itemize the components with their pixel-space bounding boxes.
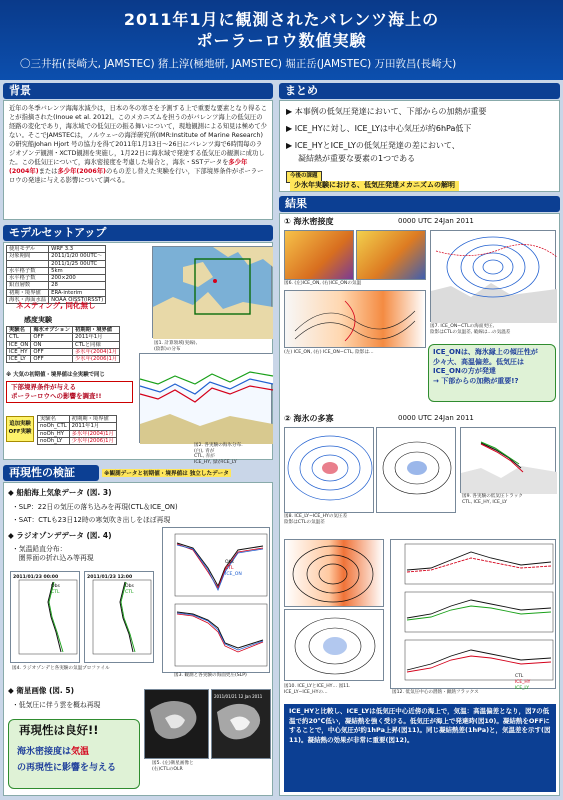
results-heading: 結果 [279,196,560,212]
results-bottom-box: ICE_HYと比較し、ICE_LYは低気圧中心近傍の海上で，気温：高温偏差となり，図7の低温で約20℃低い，凝結熱を強く受ける。低気圧が海上で発達時(図10)。凝結熱をOFFにすることで，中心気圧が約1hPa上昇(図11)。同じ凝結熱差(1hPa)と，気温差を示す(図11)。凝結熱の効果が非常に重要(図12)。 [284,704,556,792]
figure-11-map [284,609,384,681]
figure-3-caption: 図3. 観測と各実験の海面更圧(SLP) [174,673,247,678]
sonde-profile-1-svg [11,572,81,664]
figure-6-right [356,230,426,280]
flux-legend-hy: ICE_HY [515,680,531,685]
model-spec-table [6,245,106,304]
figure-6b-caption: (左) ICE_ON, (右) ICE_ON−CTL, 陰影は… [284,350,374,355]
figure-9-caption: 図9. 各実験の低気圧トラック CTL, ICE_HY, ICE_LY [462,494,523,505]
results-sec2: ② 海氷の多寡 [284,414,334,423]
flux-svg [391,540,557,690]
exp-cell: OFF [31,348,73,355]
background-heading: 背景 [3,83,273,99]
background-red2: 多少年(2006年) [57,168,106,175]
exp-cell: ON [31,341,73,348]
exp-cell: 多氷年(2004)1月 [73,348,120,355]
figure-5-caption: 図5. (左)衛星画像と (右)CTLのOLR [152,761,194,772]
exp-cell: ICE_HY [7,348,31,355]
spec-cell: NOAA OISST(IRSST) [49,297,106,304]
fig5-date: 2011/01/21 12 Jan 2011 [214,694,263,699]
spec-row [7,253,106,260]
poster-title-line1: 2011年1月に観測されたバレンツ海上の [123,10,440,29]
extra-experiments-label: 追加実験 OFF実験 [6,416,34,442]
background-text: 近年の冬季バレンツ海海氷減少は，日本の冬の寒さを予測する上で重要な要素となり得ることが指摘された(Inoue et al. 2012)。このメカニズムを担うのがバレンツ海上の低気圧の経路の変化であり，海氷域での低気圧の振る舞いについて，現地観測による知見は極めて少ない。そこでJAMSTECは，ノルウェーの海洋研究所(IMR:Institute of Marine Research)の研究船Johan Hjort 号の協力を得て2011年1月13日〜26日にバレンツ海で6時間毎のラジオゾンデ観測・XCTD観測を実施し，1月22日に海氷域で発達する低気圧の観測に成功した。この低気圧について，海氷密接度を考慮した場合と，海氷・SSTデータを [9,105,268,166]
sonde-profile-2-svg [85,572,155,664]
spec-cell: 28 [49,282,106,289]
poster-header [0,0,563,80]
exp-header-cell: 初期期・境界値 [73,327,120,334]
figure-7-caption: 図7. ICE_ON−CTLの海面更圧, 陰影はCTLの気温差, 破線は…の気温差 [430,324,511,335]
spec-cell: 鉛直層数 [7,282,49,289]
future-label: 今後の課題 [286,171,322,183]
spec-cell: 5km [49,267,106,274]
model-setup-heading: モデルセットアップ [3,225,273,241]
good-sub1: 海氷密接度は [17,747,72,757]
figure-11-caption: 図11. ICE_LY−ICE_HYの… [284,684,351,695]
summary-point-1-text: 本事例の低気圧発達において、下部からの加熱が重要 [294,107,487,116]
satellite-heading: ◆ 衛星画像 (図. 5) [8,686,75,695]
ship-timeseries-svg [163,528,271,674]
ice-on-summary-box: ICE_ONは、海氷縁上の傾圧性が少々大、高温偏差。低気圧はICE_ONの方が発達 → 下部からの加熱が重要!? [428,344,556,402]
figure-10-map [284,539,384,607]
summary-point-4: 凝結熱が重要な要素の1つである [298,154,416,163]
figure-5-satellite [144,689,209,759]
figure-6-caption: 図6. (左)ICE_ON, (右)ICE_ONの気温 [284,281,362,286]
figure-2-caption: 図2. 各実験の海氷分布. (白), 青が CTL, 赤が ICE_HY, 緑がICE_LY [194,443,243,465]
figure-8-right [376,427,456,513]
summary-panel [279,100,560,192]
good-sub2: の再現性に影響を与える [17,763,117,773]
figure-7-slp-map [430,230,556,322]
figure-4-caption: 図4. ラジオゾンデと各実験の気温プロファイル [12,666,110,671]
figure-1-caption: 図1. 計算領域(実線), (陰影)の分布 [154,341,198,352]
fig8-left-svg [285,428,375,514]
figure-5-olr [211,689,271,759]
good-sub-red: 気温 [71,747,90,757]
repro-note: ※観測データと初期値・境界値は 独立したデータ [104,471,229,477]
results-panel [279,213,560,796]
exp-cell: OFF [31,334,73,341]
sonde-legend-obs-2: Obs [125,584,134,589]
background-mid: または [38,168,58,175]
exp-header-cell: 実験名 [7,327,31,334]
exp-cell: CTLと同様 [73,341,120,348]
exp-cell: OFF [31,356,73,363]
figure-1-domain-map [152,246,272,338]
figure-12-flux [390,539,556,689]
exp-header-cell: 海氷オプション [31,327,73,334]
figure-8-left [284,427,374,513]
good-title: 再現性は良好!! [19,723,99,737]
authors: 〇三井拓(長崎大, JAMSTEC) 猪上淳(極地研, JAMSTEC) 堀正岳(JAMSTEC) 万田敦昌(長崎大) [20,58,457,70]
question-box: 下部境界条件が与える ポーラーロウへの影響を調査!! [6,381,133,403]
figure-10-11-caption [284,684,384,700]
exp-cell: ICE_LY [7,356,31,363]
spec-row [7,289,106,296]
exp-cell: CTL [7,334,31,341]
figure-6-anomaly [284,290,426,348]
spec-row [7,282,106,289]
summary-point-2: ▶ ICE_HYに対し、ICE_LYは中心気圧が約6hPa低下 [286,124,472,133]
repro-panel [3,482,273,796]
results-time1: 0000 UTC 24Jan 2011 [398,217,474,225]
background-red1: 多少年(2004年) [9,159,248,175]
flux-legend-ctl: CTL [515,674,524,679]
tracks-svg [461,428,557,494]
summary-point-3-text: ICE_HYとICE_LYの低気圧発達の差において、 [294,141,460,150]
spec-cell: WRF 3.3 [49,246,106,253]
exp-row [7,341,120,348]
summary-point-1: ▶ 本事例の低気圧発達において、下部からの加熱が重要 [286,107,487,116]
nesting-note: ネスティング, 同化無し [16,301,96,310]
future-text: 少氷年実験における、低気圧発達メカニズムの解明 [290,181,459,191]
sonde-legend-ctl-1: CTL [51,590,60,595]
ts-legend-ctl: CTL [225,566,234,571]
exp-row [7,348,120,355]
sonde-legend-obs-1: Obs [51,584,60,589]
repro-heading: 再現性の検証 [3,465,99,481]
sonde-profile-1 [10,571,80,663]
extra-experiments-table: 実験名 初期期・境界値 noOh_CTL 2011年1月 noOh_HY 多氷年(2004)1月 noOh_LY 少氷年(2006)1月 [37,415,117,445]
spec-cell: ERA-interim [49,289,106,296]
figure-12-caption: 図12. 低気圧中心の潜熱・顕熱フラックス [392,690,479,695]
spec-cell: 対象期間 [7,253,49,260]
background-panel [3,100,273,220]
fig8-right-svg [377,428,457,514]
sonde-date-1: 2011/01/23 00:00 [13,575,59,580]
figure-6-left [284,230,354,280]
spec-row [7,275,106,282]
sonde-legend-ctl-2: CTL [125,590,134,595]
summary-point-2-text: ICE_HYに対し、ICE_LYは中心気圧が約6hPa低下 [294,124,472,133]
spec-cell: 初期・境界値 [7,289,49,296]
spec-cell: 使用モデル [7,246,49,253]
results-time2: 0000 UTC 24Jan 2011 [398,414,474,422]
results-sec1: ① 海氷密接度 [284,217,334,226]
anomaly-contours-svg [285,291,427,349]
domain-map-svg [153,247,273,339]
background-end: のもの差し替えた実験を行い，下部境界条件がポーラーロウの発達に与える影響について調べる。 [9,168,264,184]
exp-row [7,334,120,341]
satellite-text: ・低気圧に伴う雲を概ね再現 [12,701,101,709]
ice-edge-svg [140,354,273,444]
spec-cell: 200×200 [49,275,106,282]
figure-9-tracks [460,427,556,493]
spec-cell: 2011/1/25 00UTC [49,260,106,267]
fig10-svg [285,540,385,608]
summary-heading: まとめ [279,83,560,99]
ship-slp: ・SLP：22日の気圧の落ち込みを再現(CTL＆ICE_ON) [12,503,178,511]
exp-cell: ICE_ON [7,341,31,348]
figure-8-caption: 図8. ICE_LY−ICE_HYの気圧差 陰影はCTLの気温差 [284,514,348,525]
figure-2-ice-map [139,353,272,443]
reproducibility-good-box [8,719,140,789]
spec-cell: 水平格子数 [7,267,49,274]
fig11-svg [285,610,385,682]
ship-sat: ・SAT：CTLも23日12時の寒気吹き出しをほぼ再現 [12,516,171,524]
model-setup-panel [3,242,273,465]
ts-legend-obs: Obs [225,560,234,565]
spec-cell: 水平格子数 [7,275,49,282]
good-sub-prefix [17,748,89,758]
exp-cell: 2011年1月 [73,334,120,341]
spec-row [7,246,106,253]
sonde-profile-2 [84,571,154,663]
exp-row [7,356,120,363]
poster-title-line2: ポーラーロウ数値実験 [196,31,367,50]
figure-10-caption: 図10. ICE_LYとICE_HY… [284,684,338,689]
experiments-note: ※ 大気の初期値・境界値は全実験で同じ [6,372,105,378]
spec-row [7,260,106,267]
experiments-table [6,326,120,363]
spec-cell: 2011/1/20 00UTC～ [49,253,106,260]
flux-legend-ly: ICE_LY [515,686,529,691]
satellite-svg [145,690,210,760]
sonde-date-2: 2011/01/23 12:00 [87,575,133,580]
spec-cell [7,260,49,267]
ship-heading: ◆ 船舶海上気象データ (図. 3) [8,488,112,497]
summary-point-3: ▶ ICE_HYとICE_LYの低気圧発達の差において、 [286,141,460,150]
sonde-text: ・気温鉛直分布： 圏界面の折れ込み等再現 [12,545,94,562]
exp-cell: 少氷年(2006)1月 [73,356,120,363]
spec-cell: 海氷・海面水温 [7,297,49,304]
spec-row [7,267,106,274]
ts-legend-iceon: ICE_ON [225,572,242,577]
experiments-heading: 感度実験 [24,316,52,324]
slp-contours-svg [431,231,557,323]
sonde-heading: ◆ ラジオゾンデデータ (図. 4) [8,531,112,540]
figure-3-ship-timeseries [162,527,270,673]
